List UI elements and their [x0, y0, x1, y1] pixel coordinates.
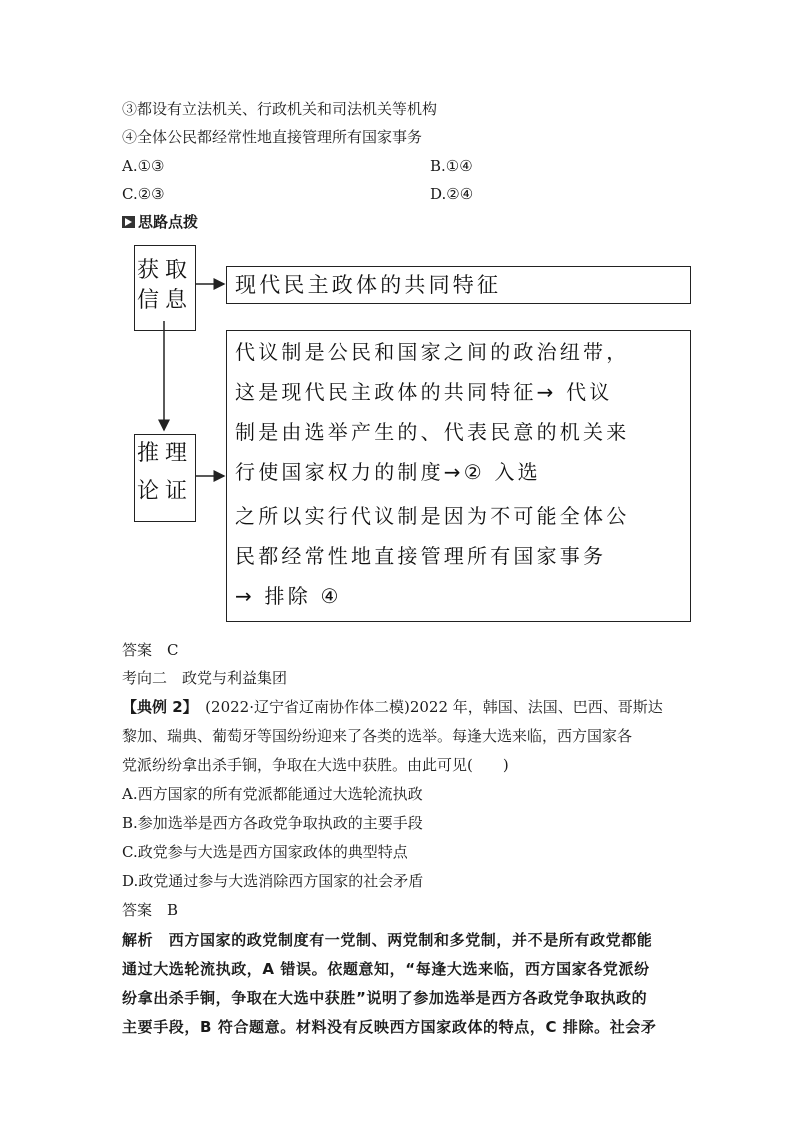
example-2-option-b: B.参加选举是西方各政党争取执政的主要手段 — [122, 814, 423, 832]
box-reasoning-line2: 论证 — [136, 479, 193, 504]
example-2-line-2: 黎加、瑞典、葡萄牙等国纷纷迎来了各类的选举。每逢大选来临，西方国家各 — [122, 727, 633, 745]
choice-d: D.②④ — [430, 185, 474, 203]
analysis-line-2: 通过大选轮流执政，A 错误。依题意知，“每逢大选来临，西方国家各党派纷 — [122, 960, 650, 978]
example-2-option-d: D.政党通过参与大选消除西方国家的社会矛盾 — [122, 872, 424, 890]
reasoning-line-1: 代议制是公民和国家之间的政治纽带， — [235, 340, 630, 364]
analysis-line-4: 主要手段，B 符合题意。材料没有反映西方国家政体的特点，C 排除。社会矛 — [122, 1018, 657, 1036]
option-3-text: ③都设有立法机关、行政机关和司法机关等机构 — [122, 100, 438, 118]
example-2-line-1-text: (2022·辽宁省辽南协作体二模)2022 年，韩国、法国、巴西、哥斯达 — [190, 698, 663, 716]
reasoning-line-5: 之所以实行代议制是因为不可能全体公 — [235, 504, 630, 528]
example-2-option-c: C.政党参与大选是西方国家政体的典型特点 — [122, 843, 408, 861]
info-content-text: 现代民主政体的共同特征 — [235, 273, 502, 297]
box-get-info-line1: 获取 — [136, 258, 193, 283]
example-2-tag: 【典例 2】 — [122, 698, 191, 716]
hint-title: 思路点拨 — [138, 213, 199, 231]
reasoning-line-6: 民都经常性地直接管理所有国家事务 — [235, 544, 607, 568]
choice-a: A.①③ — [122, 157, 165, 175]
reasoning-line-4: 行使国家权力的制度→② 入选 — [235, 460, 541, 484]
answer-1: 答案 C — [122, 641, 179, 659]
reasoning-line-3: 制是由选举产生的、代表民意的机关来 — [235, 420, 630, 444]
answer-2: 答案 B — [122, 901, 179, 919]
section-title: 考向二 政党与利益集团 — [122, 669, 288, 687]
option-4-text: ④全体公民都经常性地直接管理所有国家事务 — [122, 128, 423, 146]
example-2-option-a: A.西方国家的所有党派都能通过大选轮流执政 — [122, 785, 423, 803]
analysis-line-3: 纷拿出杀手锏，争取在大选中获胜”说明了参加选举是西方各政党争取执政的 — [122, 989, 648, 1007]
reasoning-line-7: → 排除 ④ — [235, 584, 342, 608]
example-2-line-3: 党派纷纷拿出杀手锏，争取在大选中获胜。由此可见( ) — [122, 756, 509, 774]
example-2-line-1 — [122, 697, 663, 717]
box-reasoning-line1: 推理 — [136, 441, 193, 466]
box-get-info-line2: 信息 — [136, 288, 193, 313]
analysis-line-1: 解析 西方国家的政党制度有一党制、两党制和多党制，并不是所有政党都能 — [122, 931, 653, 949]
choice-b: B.①④ — [430, 157, 473, 175]
reasoning-line-2: 这是现代民主政体的共同特征→ 代议 — [235, 380, 613, 404]
choice-c: C.②③ — [122, 185, 165, 203]
